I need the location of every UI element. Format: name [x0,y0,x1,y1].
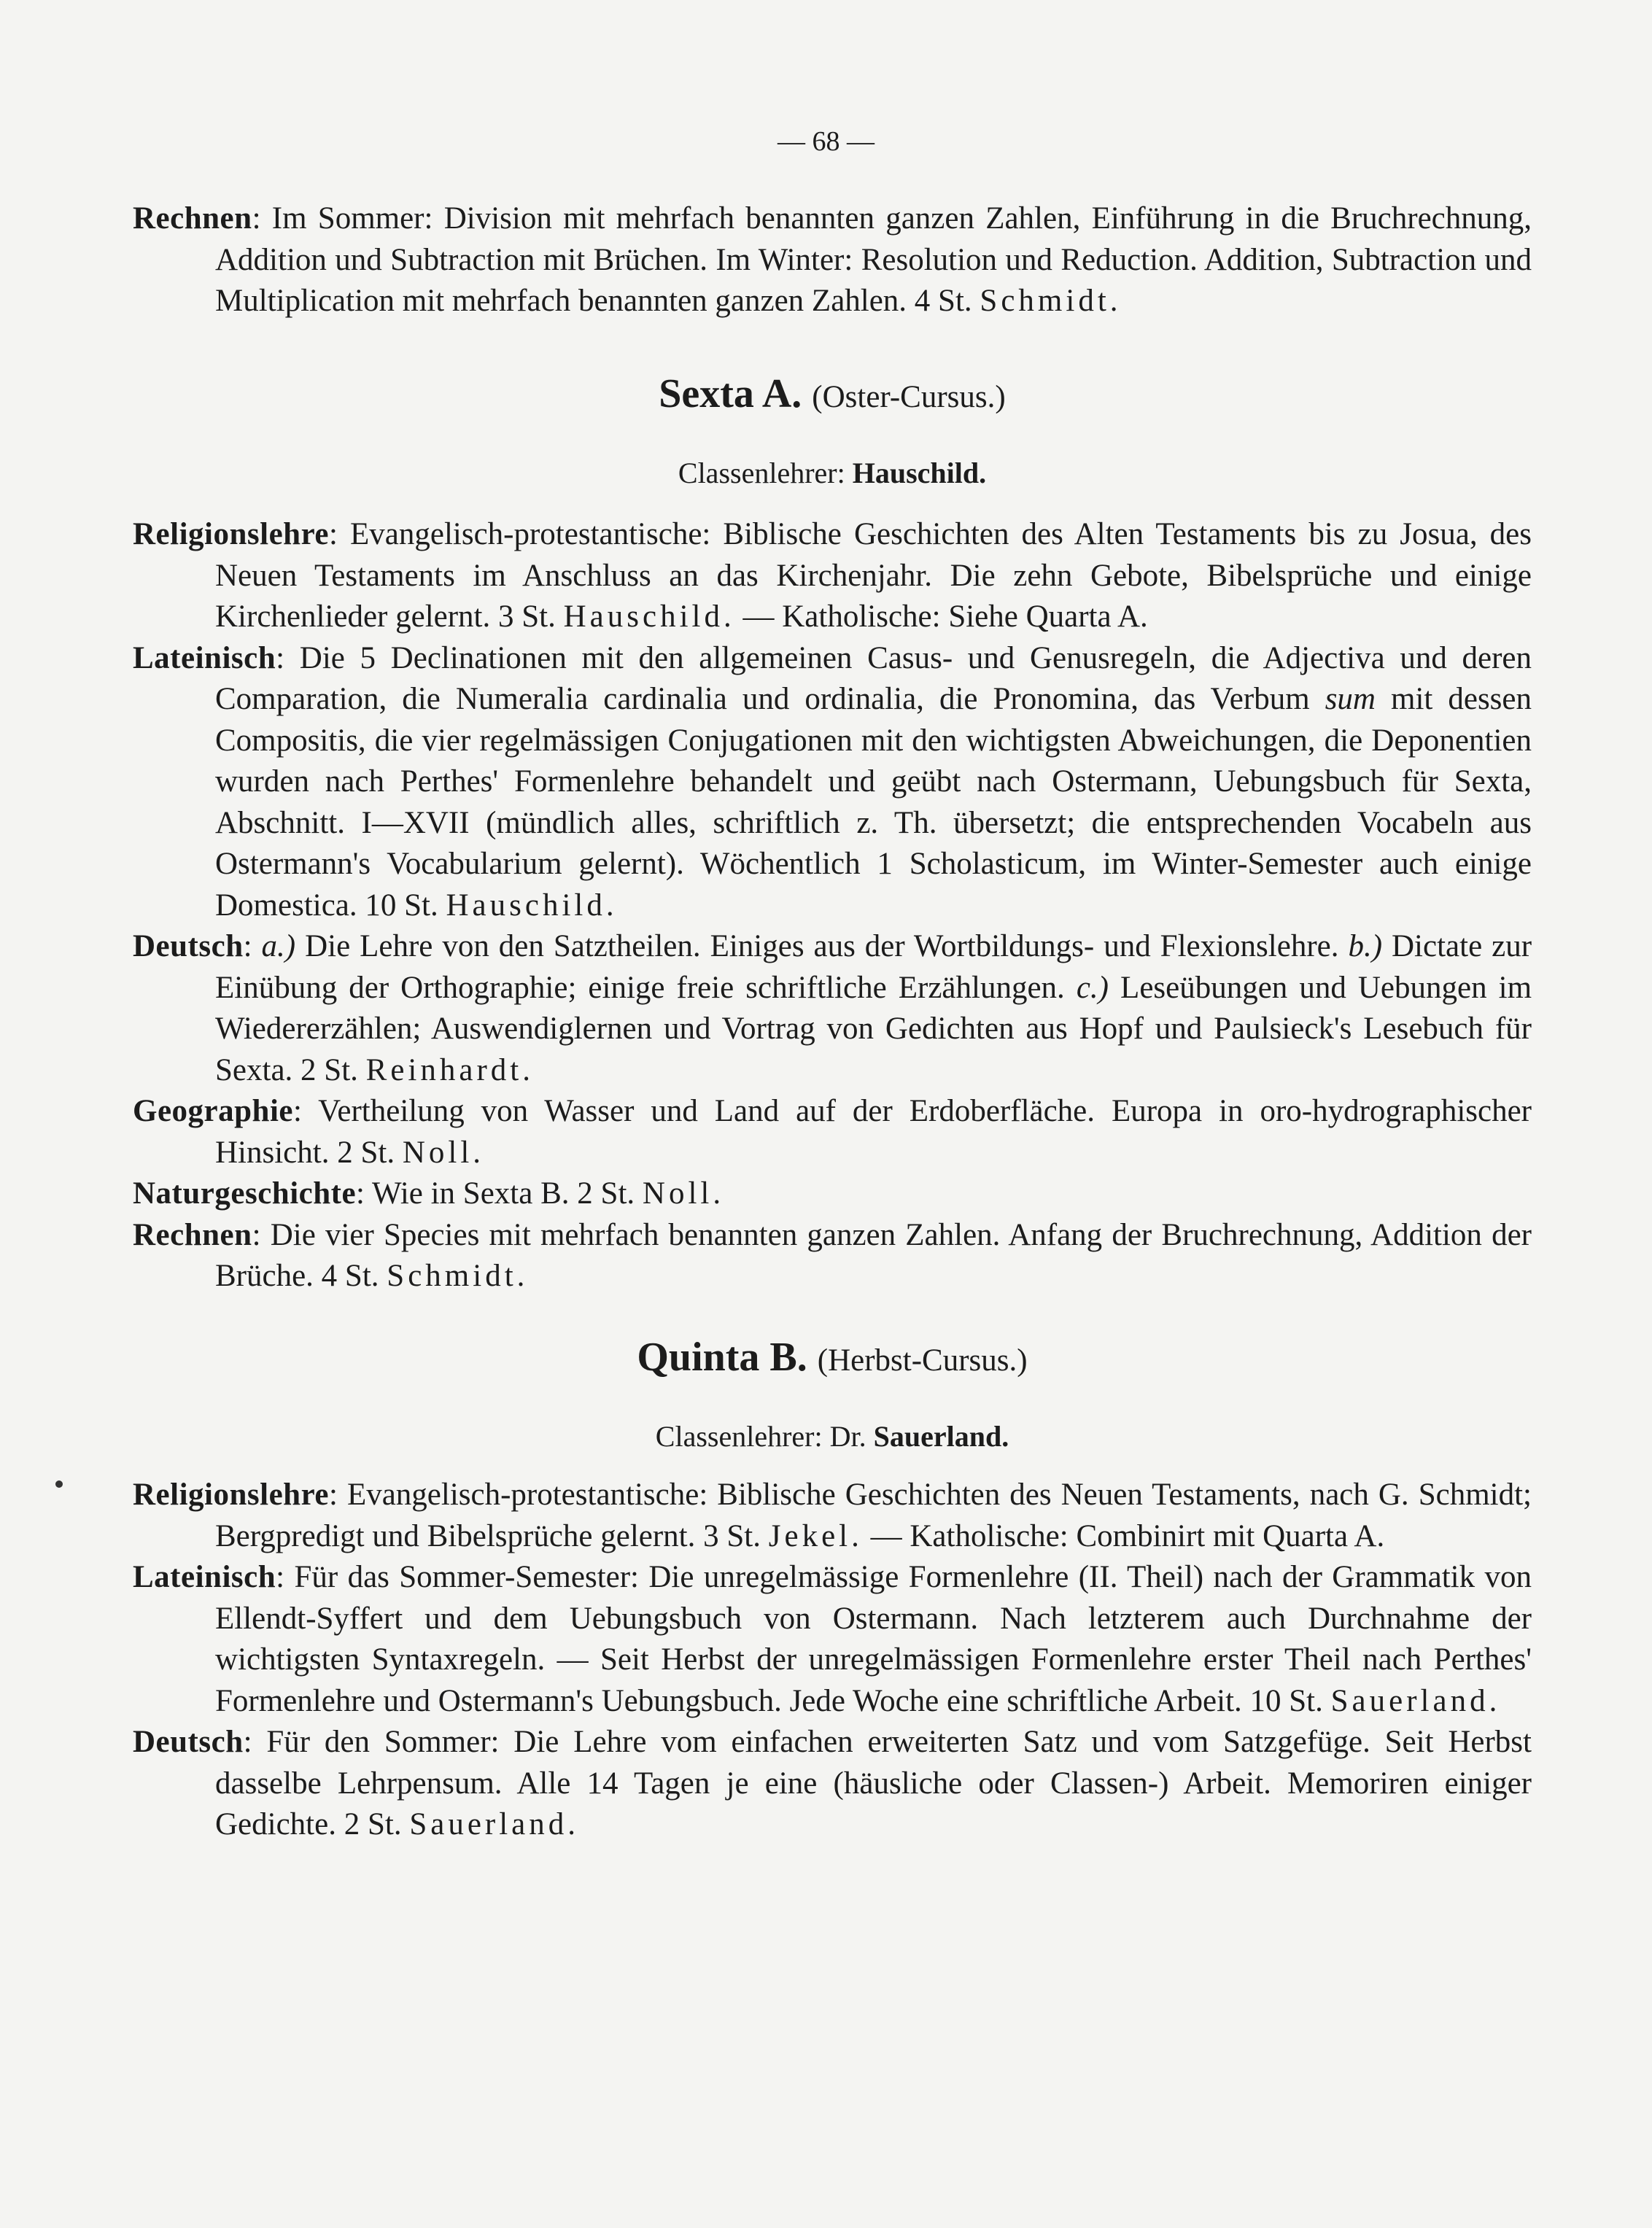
subject-label: Religionslehre [133,517,329,551]
teacher-name: Schmidt. [980,284,1122,318]
entry-latein: Lateinisch: Die 5 Declinationen mit den allgemeinen Casus- und Genusregeln, die Adjectiva und deren Comparation, die Numeralia cardinalia und ordinalia, die Pronomina, das Verbum sum mit dessen Compositis, die vier regelmässigen Conjugationen mit den wichtigsten Abweichungen, die Deponentien wurden nach Perthes' Formenlehre behandelt und geübt nach Ostermann, Uebungsbuch für Sexta, Abschnitt. I—XVII (mündlich alles, schriftlich z. Th. übersetzt; die entsprechenden Vocabeln aus Ostermann's Vocabularium gelernt). Wöchentlich 1 Scholasticum, im Winter-Semester auch einige Domestica. 10 St. Hauschild. [133,640,1532,923]
entry-text: mit dessen Compositis, die vier regelmässigen Conjugationen mit den wichtigsten Abweichungen, die Deponentien wurden nach Perthes' Formenlehre behandelt und geübt nach Ostermann, Uebungsbuch für Sexta, Abschnitt. I—XVII (mündlich alles, schriftlich z. Th. übersetzt; die entsprechenden Vocabeln aus Ostermann's Vocabularium gelernt). Wöchentlich 1 Scholasticum, im Winter-Semester auch einige Domestica. 10 St. [215,682,1532,923]
entry-religion: Religionslehre: Evangelisch-protestantische: Biblische Geschichten des Neuen Testaments, nach G. Schmidt; Bergpredigt und Bibelsprüche gelernt. 3 St. Jekel. — Katholische: Combinirt mit Quarta A. [133,1478,1532,1553]
class-teacher-sexta-a [133,453,1532,494]
teacher-name: Hauschild. [446,888,618,923]
entry-deutsch: Deutsch: a.) Die Lehre von den Satztheilen. Einiges aus der Wortbildungs- und Flexionslehre. b.) Dictate zur Einübung der Orthographie; einige freie schriftliche Erzählungen. c.) Leseübungen und Uebungen im Wiedererzählen; Auswendiglernen und Vortrag von Gedichten aus Hopf und Paulsieck's Lesebuch für Sexta. 2 St. Reinhardt. [133,929,1532,1087]
teacher-name: Noll. [642,1176,725,1211]
teacher-name: Schmidt. [387,1259,529,1293]
entry-text: Evangelisch-protestantische: Biblische Geschichten des Alten Testaments bis zu Josua, des Neuen Testaments im Anschluss an das Kirchenjahr. Die zehn Gebote, Bibelsprüche und einige Kirchenlieder gelernt. 3 St. [215,517,1532,634]
entry-text-after: — Katholische: Siehe Quarta A. [742,599,1148,634]
subject-label: Rechnen [133,201,252,236]
teacher-name: Reinhardt. [365,1052,534,1087]
section-title: Quinta B. [637,1334,807,1380]
teacher-name: Hauschild. [852,456,987,489]
section-heading-sexta-a [133,365,1532,427]
entry-text: Vertheilung von Wasser und Land auf der Erdoberfläche. Europa in oro-hydrographischer Hinsicht. 2 St. [215,1094,1532,1170]
entry-deutsch: Deutsch: Für den Sommer: Die Lehre vom einfachen erweiterten Satz und vom Satzgefüge. Seit Herbst dasselbe Lehrpensum. Alle 14 Tagen je eine (häusliche oder Classen-) Arbeit. Memoriren einiger Gedichte. 2 St. Sauerland. [133,1725,1532,1841]
teacher-name: Sauerland. [409,1807,580,1841]
item-marker: c.) [1076,970,1109,1005]
subject-label: Lateinisch [133,640,276,675]
subject-label: Rechnen [133,1217,252,1252]
entry-text: Leseübungen und Uebungen im Wiedererzählen; Auswendiglernen und Vortrag von Gedichten aus Hopf und Paulsieck's Lesebuch für Sexta. 2 St. [215,970,1532,1087]
section-subtitle: (Oster-Cursus.) [812,379,1006,414]
italic-word: sum [1325,682,1376,716]
subject-label: Deutsch [133,1725,244,1759]
teacher-label: Classenlehrer: [678,456,845,489]
subject-label: Religionslehre [133,1478,329,1512]
entry-text: Wie in Sexta B. 2 St. [371,1176,635,1211]
entry-text: Für das Sommer-Semester: Die unregelmässige Formenlehre (II. Theil) nach der Grammatik von Ellendt-Syffert und dem Uebungsbuch von Ostermann. Nach letzterem auch Durchnahme der wichtigsten Syntaxregeln. — Seit Herbst der unregelmässigen Formenlehre erster Theil nach Perthes' Formenlehre und Ostermann's Uebungsbuch. Jede Woche eine schriftliche Arbeit. 10 St. [215,1560,1532,1718]
entry-text: Die vier Species mit mehrfach benannten ganzen Zahlen. Anfang der Bruchrechnung, Addition der Brüche. 4 St. [215,1217,1532,1293]
item-marker: b.) [1348,929,1383,963]
subject-label: Deutsch [133,929,244,963]
subject-label: Geographie [133,1094,293,1128]
section-heading-quinta-b [133,1328,1532,1390]
entry-text: Evangelisch-protestantische: Biblische Geschichten des Neuen Testaments, nach G. Schmidt; Bergpredigt und Bibelsprüche gelernt. 3 St. [215,1478,1532,1553]
item-marker: a.) [261,929,296,963]
entry-rechnen: Rechnen: Die vier Species mit mehrfach benannten ganzen Zahlen. Anfang der Bruchrechnung, Addition der Brüche. 4 St. Schmidt. [133,1217,1532,1293]
teacher-name: Noll. [402,1135,485,1170]
entry-text: Für den Sommer: Die Lehre vom einfachen erweiterten Satz und vom Satzgefüge. Seit Herbst dasselbe Lehrpensum. Alle 14 Tagen je eine (häusliche oder Classen-) Arbeit. Memoriren einiger Gedichte. 2 St. [215,1725,1532,1841]
section-subtitle: (Herbst-Cursus.) [817,1343,1028,1378]
page-content [133,198,1532,1846]
class-teacher-quinta-b [133,1416,1532,1458]
entry-naturgeschichte: Naturgeschichte: Wie in Sexta B. 2 St. Noll. [133,1176,725,1211]
entry-text: Die Lehre von den Satztheilen. Einiges aus der Wortbildungs- und Flexionslehre. [305,929,1339,963]
entry-latein: Lateinisch: Für das Sommer-Semester: Die unregelmässige Formenlehre (II. Theil) nach der Grammatik von Ellendt-Syffert und dem Uebungsbuch von Ostermann. Nach letzterem auch Durchnahme der wichtigsten Syntaxregeln. — Seit Herbst der unregelmässigen Formenlehre erster Theil nach Perthes' Formenlehre und Ostermann's Uebungsbuch. Jede Woche eine schriftliche Arbeit. 10 St. Sauerland. [133,1560,1532,1718]
teacher-name: Sauerland. [1330,1683,1501,1718]
entry-rechnen-intro: Rechnen: Im Sommer: Division mit mehrfach benannten ganzen Zahlen, Einführung in die Bruchrechnung, Addition und Subtraction mit Brüchen. Im Winter: Resolution und Reduction. Addition, Subtraction und Multiplication mit mehrfach benannten ganzen Zahlen. 4 St. Schmidt. [133,201,1532,318]
subject-label: Naturgeschichte [133,1176,357,1211]
section-title: Sexta A. [659,370,802,416]
entry-text-after: — Katholische: Combinirt mit Quarta A. [870,1518,1385,1553]
entry-religion: Religionslehre: Evangelisch-protestantische: Biblische Geschichten des Alten Testaments bis zu Josua, des Neuen Testaments im Anschluss an das Kirchenjahr. Die zehn Gebote, Bibelsprüche und einige Kirchenlieder gelernt. 3 St. Hauschild. — Katholische: Siehe Quarta A. [133,517,1532,634]
teacher-name: Hauschild. [563,599,735,634]
margin-dot [55,1480,63,1488]
entry-geographie: Geographie: Vertheilung von Wasser und Land auf der Erdoberfläche. Europa in oro-hydrographischer Hinsicht. 2 St. Noll. [133,1094,1532,1170]
page-number: — 68 — [777,126,875,157]
entry-text: Im Sommer: Division mit mehrfach benannten ganzen Zahlen, Einführung in die Bruchrechnung, Addition und Subtraction mit Brüchen. Im Winter: Resolution und Reduction. Addition, Subtraction und Multiplication mit mehrfach benannten ganzen Zahlen. 4 St. [215,201,1532,318]
entry-text: Dictate zur Einübung der Orthographie; einige freie schriftliche Erzählungen. [215,929,1532,1005]
teacher-name: Sauerland. [873,1419,1009,1453]
teacher-name: Jekel. [768,1518,863,1553]
subject-label: Lateinisch [133,1560,276,1594]
teacher-label: Classenlehrer: Dr. [655,1419,866,1453]
entry-text: Die 5 Declinationen mit den allgemeinen Casus- und Genusregeln, die Adjectiva und deren Comparation, die Numeralia cardinalia und ordinalia, die Pronomina, das Verbum [215,640,1532,716]
